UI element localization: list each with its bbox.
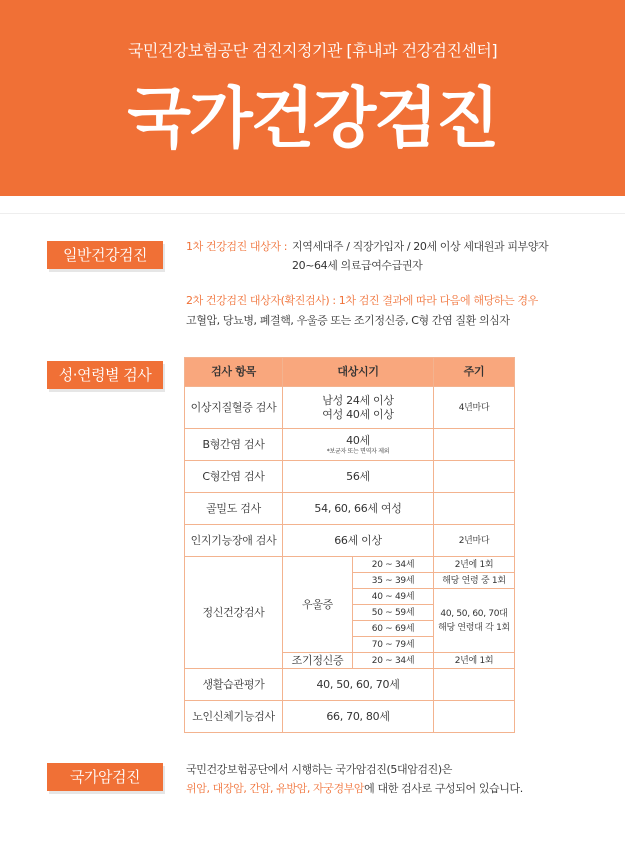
mental-cycle: 2년에 1회 <box>434 557 515 573</box>
table-row <box>185 525 515 557</box>
general-line2-text: 20~64세 의료급여수급권자 <box>292 259 423 272</box>
table-row <box>185 461 515 493</box>
general-checkup-label: 일반건강검진 <box>47 241 163 269</box>
row-target: 54, 60, 66세 여성 <box>283 493 434 525</box>
mental-age: 70 ~ 79세 <box>353 637 434 653</box>
table-row <box>185 387 515 429</box>
general-line1-text: 지역세대주 / 직장가입자 / 20세 이상 세대원과 피부양자 <box>292 240 549 253</box>
cancer-line2-rest: 에 대한 검사로 구성되어 있습니다. <box>364 782 523 795</box>
mental-age: 40 ~ 49세 <box>353 589 434 605</box>
row-cycle <box>434 493 515 525</box>
table-header-row <box>185 358 515 387</box>
mental-cycle <box>434 589 515 653</box>
row-item: 이상지질혈증 검사 <box>185 387 283 429</box>
row-target <box>283 429 434 461</box>
row-cycle <box>434 669 515 701</box>
row-target: 56세 <box>283 461 434 493</box>
header-subtitle: 국민건강보험공단 검진지정기관 [휴내과 건강검진센터] <box>127 41 498 60</box>
table-row <box>185 669 515 701</box>
row-cycle: 4년마다 <box>434 387 515 429</box>
general-line1-label: 1차 건강검진 대상자 : <box>186 240 288 253</box>
table-row <box>185 493 515 525</box>
row-item: 생활습관평가 <box>185 669 283 701</box>
table-header-item: 검사 항목 <box>185 358 283 387</box>
row-target-line: 40세 <box>346 433 370 447</box>
mental-age: 20 ~ 34세 <box>353 653 434 669</box>
general-line3-text: 2차 건강검진 대상자(확진검사) : 1차 검진 결과에 따라 다음에 해당하는 경우 <box>186 294 538 307</box>
cancer-checkup-label: 국가암검진 <box>47 763 163 791</box>
row-target <box>283 387 434 429</box>
row-item: C형간염 검사 <box>185 461 283 493</box>
checkup-table <box>184 357 515 733</box>
page-title: 국가건강검진 <box>127 80 498 157</box>
row-target-line: 여성 40세 이상 <box>322 407 394 421</box>
row-item: B형간염 검사 <box>185 429 283 461</box>
mental-cycle: 2년에 1회 <box>434 653 515 669</box>
row-item: 노인신체기능검사 <box>185 701 283 733</box>
row-target-line: 남성 24세 이상 <box>322 393 394 407</box>
row-item: 인지기능장애 검사 <box>185 525 283 557</box>
table-row <box>185 429 515 461</box>
table-row <box>185 557 515 573</box>
age-checkup-label: 성·연령별 검사 <box>47 361 163 389</box>
row-cycle: 2년마다 <box>434 525 515 557</box>
mental-cycle-line: 해당 연령대 각 1회 <box>438 622 510 633</box>
general-line4-text: 고혈압, 당뇨병, 폐결핵, 우울증 또는 조기정신증, C형 간염 질환 의심자 <box>186 314 510 327</box>
mental-age: 20 ~ 34세 <box>353 557 434 573</box>
divider <box>0 213 625 214</box>
mental-age: 60 ~ 69세 <box>353 621 434 637</box>
row-note: *보균자 또는 면역자 제외 <box>326 447 390 455</box>
mental-cycle: 해당 연령 중 1회 <box>434 573 515 589</box>
header-banner <box>0 0 625 196</box>
mental-item: 정신건강검사 <box>185 557 283 669</box>
cancer-line2 <box>186 781 523 797</box>
mental-age: 50 ~ 59세 <box>353 605 434 621</box>
table-row <box>185 701 515 733</box>
row-cycle <box>434 461 515 493</box>
mental-early: 조기정신증 <box>283 653 353 669</box>
mental-depression: 우울증 <box>283 557 353 653</box>
row-cycle <box>434 429 515 461</box>
table-header-target: 대상시기 <box>283 358 434 387</box>
table-header-cycle: 주기 <box>434 358 515 387</box>
row-target: 66, 70, 80세 <box>283 701 434 733</box>
mental-age: 35 ~ 39세 <box>353 573 434 589</box>
mental-cycle-line: 40, 50, 60, 70대 <box>440 608 508 619</box>
cancer-line1: 국민건강보험공단에서 시행하는 국가암검진(5대암검진)은 <box>186 763 452 776</box>
row-target: 40, 50, 60, 70세 <box>283 669 434 701</box>
row-item: 골밀도 검사 <box>185 493 283 525</box>
row-cycle <box>434 701 515 733</box>
row-target: 66세 이상 <box>283 525 434 557</box>
cancer-types: 위암, 대장암, 간암, 유방암, 자궁경부암 <box>186 782 365 795</box>
